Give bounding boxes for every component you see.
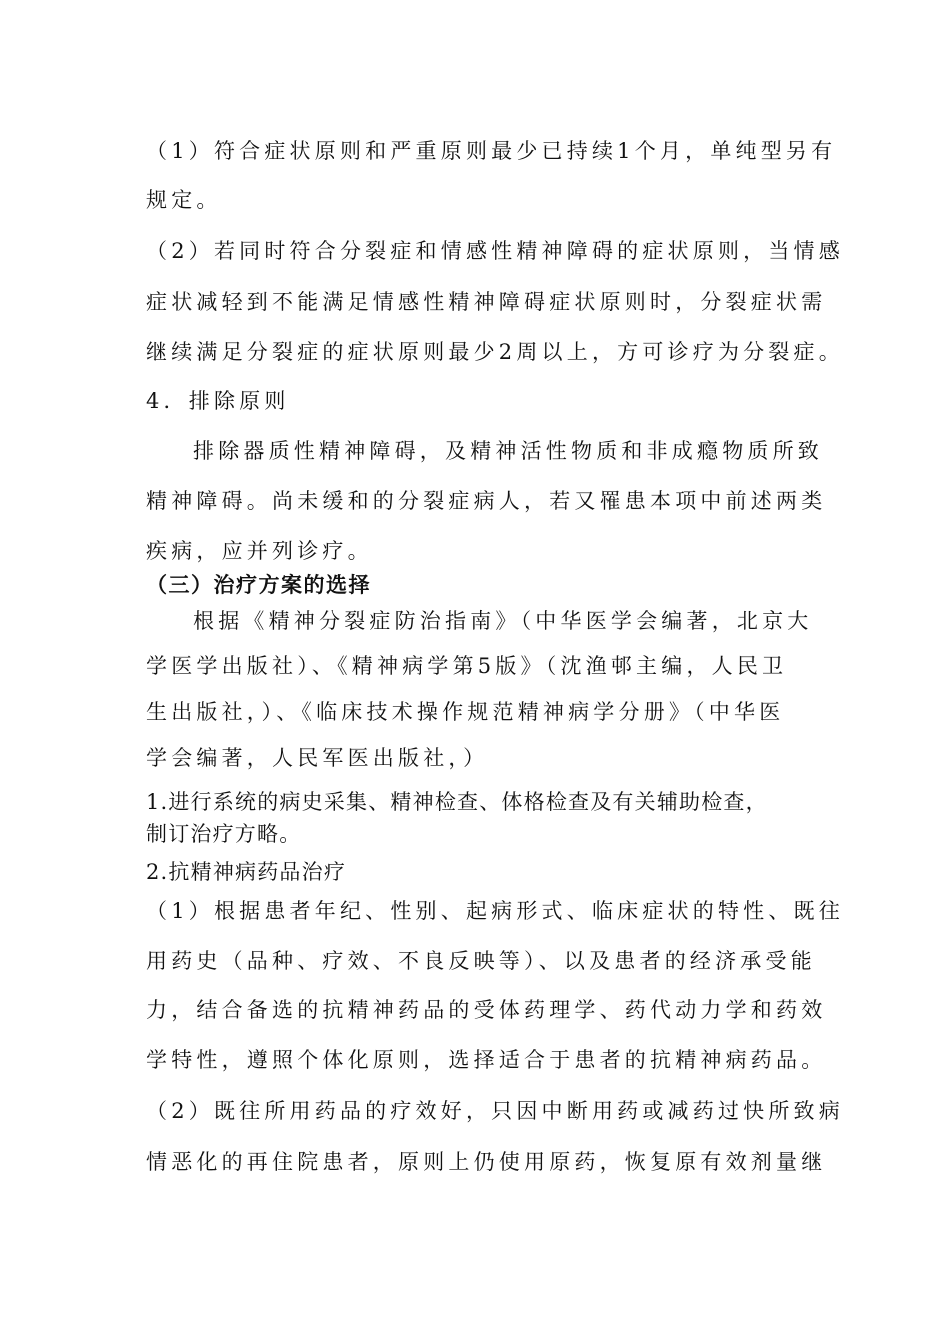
paragraph-line: （1）符合症状原则和严重原则最少已持续1个月，单纯型另有 [146,139,837,163]
paragraph-line: （2）若同时符合分裂症和情感性精神障碍的症状原则，当情感 [146,239,844,263]
list-item: 1.进行系统的病史采集、精神检查、体格检查及有关辅助检查， [146,790,768,814]
section-heading: （三）治疗方案的选择 [146,573,371,597]
list-item: 制订治疗方略。 [146,822,302,846]
section-heading: 4．排除原则 [146,389,290,413]
paragraph-line: 学医学出版社）、《精神病学第5版》（沈渔邨主编，人民卫 [146,654,788,678]
paragraph-line: 精神障碍。尚未缓和的分裂症病人，若又罹患本项中前述两类 [146,489,827,513]
paragraph-line: 症状减轻到不能满足情感性精神障碍症状原则时，分裂症状需 [146,290,827,314]
paragraph-line: 继续满足分裂症的症状原则最少2周以上，方可诊疗为分裂症。 [146,340,844,364]
paragraph-line: 情恶化的再住院患者，原则上仍使用原药，恢复原有效剂量继 [146,1150,827,1174]
list-item: 2.抗精神病药品治疗 [146,860,347,884]
paragraph-line: 疾病，应并列诊疗。 [146,539,373,563]
paragraph-line: 排除器质性精神障碍，及精神活性物质和非成瘾物质所致 [193,439,823,463]
paragraph-line: 力，结合备选的抗精神药品的受体药理学、药代动力学和药效 [146,998,827,1022]
paragraph-line: （1）根据患者年纪、性别、起病形式、临床症状的特性、既往 [146,899,844,923]
paragraph-line: 规定。 [146,188,222,212]
paragraph-line: 用药史（品种、疗效、不良反映等）、以及患者的经济承受能 [146,949,816,973]
paragraph-line: （2）既往所用药品的疗效好，只因中断用药或减药过快所致病 [146,1099,844,1123]
paragraph-line: 学特性，遵照个体化原则，选择适合于患者的抗精神病药品。 [146,1048,827,1072]
paragraph-line: 学会编著，人民军医出版社，） [146,746,489,770]
paragraph-line: 生出版社，）、《临床技术操作规范精神病学分册》（中华医 [146,700,785,724]
paragraph-line: 根据《精神分裂症防治指南》（中华医学会编著，北京大 [193,609,813,633]
